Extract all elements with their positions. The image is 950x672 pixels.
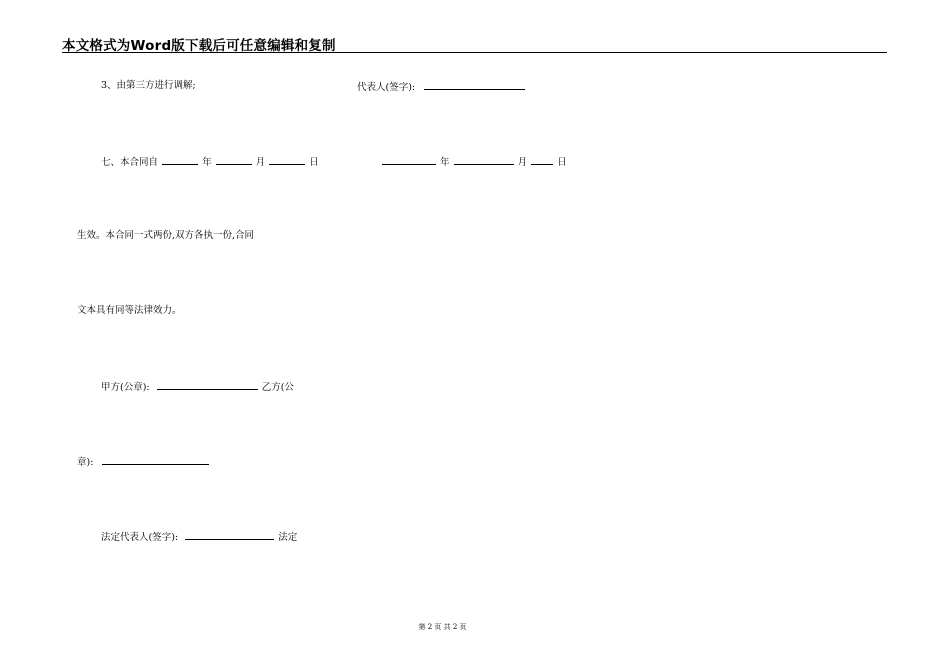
- right-year-blank[interactable]: [382, 155, 436, 165]
- page-number: 第 2 页 共 2 页: [418, 623, 467, 631]
- mediation-clause: 3、由第三方进行调解;: [101, 80, 196, 91]
- copies-clause: 生效。本合同一式两份,双方各执一份,合同: [77, 230, 255, 241]
- signature-blank[interactable]: [424, 80, 525, 90]
- day-blank[interactable]: [269, 155, 305, 165]
- party-b-label: 乙方(公: [261, 382, 294, 393]
- party-a-label: 甲方(公章):: [101, 382, 150, 393]
- year-label: 年: [202, 157, 212, 168]
- effective-date-prefix: 七、本合同自: [101, 157, 159, 168]
- party-b-seal-blank[interactable]: [102, 455, 209, 465]
- month-label: 月: [255, 157, 266, 168]
- right-day-blank[interactable]: [531, 155, 553, 165]
- right-day-label: 日: [557, 157, 567, 168]
- party-seal-line: [101, 380, 294, 394]
- header-divider: [62, 52, 887, 53]
- legal-representative-tail: 法定: [278, 532, 298, 543]
- party-a-seal-blank[interactable]: [157, 380, 258, 390]
- month-blank[interactable]: [216, 155, 252, 165]
- right-month-label: 月: [517, 157, 528, 168]
- party-b-seal-line: [77, 455, 210, 469]
- representative-signature-line: [357, 80, 526, 94]
- right-month-blank[interactable]: [454, 155, 514, 165]
- document-header-title: 本文格式为Word版下载后可任意编辑和复制: [62, 38, 336, 54]
- legal-representative-line: [101, 530, 297, 544]
- year-blank[interactable]: [162, 155, 198, 165]
- representative-label: 代表人(签字):: [357, 82, 416, 93]
- party-b-label-cont: 章):: [77, 457, 94, 468]
- right-date-line: [381, 155, 567, 169]
- day-label: 日: [309, 157, 319, 168]
- legal-representative-label: 法定代表人(签字):: [101, 532, 179, 543]
- effective-date-clause: [101, 155, 319, 169]
- right-year-label: 年: [440, 157, 450, 168]
- legal-effect-clause: 文本具有同等法律效力。: [77, 305, 182, 316]
- legal-representative-blank[interactable]: [185, 530, 274, 540]
